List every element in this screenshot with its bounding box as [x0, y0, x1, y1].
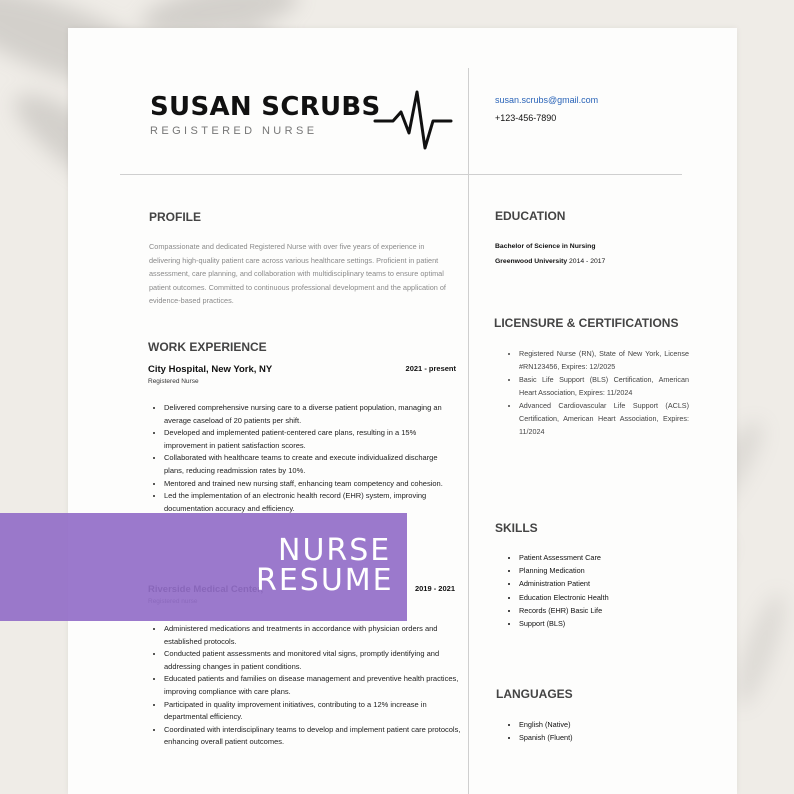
list-item: • Developed and implemented patient-centered care plans, resulting in a 15% improvement in patient satisfaction scores.: [164, 427, 456, 452]
list-item: • Planning Medication: [519, 564, 609, 577]
list-item: • Mentored and trained new nursing staff, enhancing team competency and cohesion.: [164, 478, 456, 491]
job-1-dates: 2021 - present: [405, 364, 456, 373]
job-1-bullets: [148, 402, 456, 515]
job-2-dates: 2019 - 2021: [414, 584, 455, 593]
list-item: • Education Electronic Health: [519, 591, 609, 604]
list-item: • Records (EHR) Basic Life: [519, 604, 609, 617]
email-link[interactable]: susan.scrubs@gmail.com: [495, 95, 599, 105]
list-item: • Administered medications and treatments in accordance with physician orders and established protocols.: [164, 623, 464, 648]
list-item: • Delivered comprehensive nursing care to a diverse patient population, managing an average caseload of 20 patients per shift.: [164, 402, 456, 427]
list-item: • Registered Nurse (RN), State of New York, License #RN123456, Expires: 12/2025: [519, 347, 689, 373]
list-item: • Support (BLS): [519, 617, 609, 630]
profile-heading: PROFILE: [149, 210, 202, 224]
header-divider: [120, 174, 682, 175]
list-item: • Spanish (Fluent): [519, 731, 573, 744]
licensure-list: [506, 347, 689, 438]
candidate-title: REGISTERED NURSE: [150, 125, 318, 137]
job-1-role: Registered Nurse: [148, 378, 199, 385]
licensure-heading: LICENSURE & CERTIFICATIONS: [494, 316, 679, 330]
work-heading: WORK EXPERIENCE: [148, 340, 267, 354]
education-years: 2014 - 2017: [567, 258, 606, 265]
list-item: • Advanced Cardiovascular Life Support (ACLS) Certification, American Heart Association, Expires: 11/2024: [519, 399, 689, 438]
list-item: • Patient Assessment Care: [519, 551, 609, 564]
list-item: • Led the implementation of an electronic health record (EHR) system, improving documentation accuracy and efficiency.: [164, 490, 456, 515]
list-item: • Coordinated with interdisciplinary teams to develop and implement patient care protocols, enhancing overall patient outcomes.: [164, 724, 464, 749]
education-school: Greenwood University: [495, 258, 568, 265]
list-item: • Participated in quality improvement initiatives, contributing to a 12% increase in departmental efficiency.: [164, 699, 464, 724]
list-item: • Educated patients and families on disease management and preventive health practices, improving compliance with care plans.: [164, 673, 464, 698]
list-item: • Basic Life Support (BLS) Certification, American Heart Association, Expires: 11/2024: [519, 373, 689, 399]
job-2-bullets: [148, 623, 464, 749]
list-item: • English (Native): [519, 718, 573, 731]
languages-heading: LANGUAGES: [496, 687, 573, 701]
column-divider-upper: [468, 68, 469, 794]
job-1-employer: City Hospital, New York, NY: [148, 364, 273, 375]
candidate-name: SUSAN SCRUBS: [150, 92, 381, 122]
skills-list: [506, 551, 609, 630]
list-item: • Conducted patient assessments and monitored vital signs, promptly identifying and addressing changes in patient conditions.: [164, 648, 464, 673]
banner-title-line-2: RESUME: [256, 563, 394, 598]
education-degree: Bachelor of Science in Nursing: [495, 243, 596, 250]
skills-heading: SKILLS: [495, 521, 538, 535]
phone-number: +123-456-7890: [495, 113, 557, 123]
languages-list: [506, 718, 573, 744]
list-item: • Collaborated with healthcare teams to create and execute individualized discharge plans, reducing readmission rates by 10%.: [164, 452, 456, 477]
list-item: • Administration Patient: [519, 577, 609, 590]
education-heading: EDUCATION: [495, 209, 566, 223]
profile-text: Compassionate and dedicated Registered Nurse with over five years of experience in delivering high-quality patient care across various healthcare settings. Proficient in patient assessment, care planning, and collaboration with multidisciplinary teams to ensure optimal patient outcomes. Committed to continuous professional development and the application of evidence-based practices.: [149, 242, 446, 305]
education-school-line: [495, 258, 605, 265]
heartbeat-icon: [373, 88, 453, 152]
banner-title-line-1: NURSE: [278, 533, 392, 568]
